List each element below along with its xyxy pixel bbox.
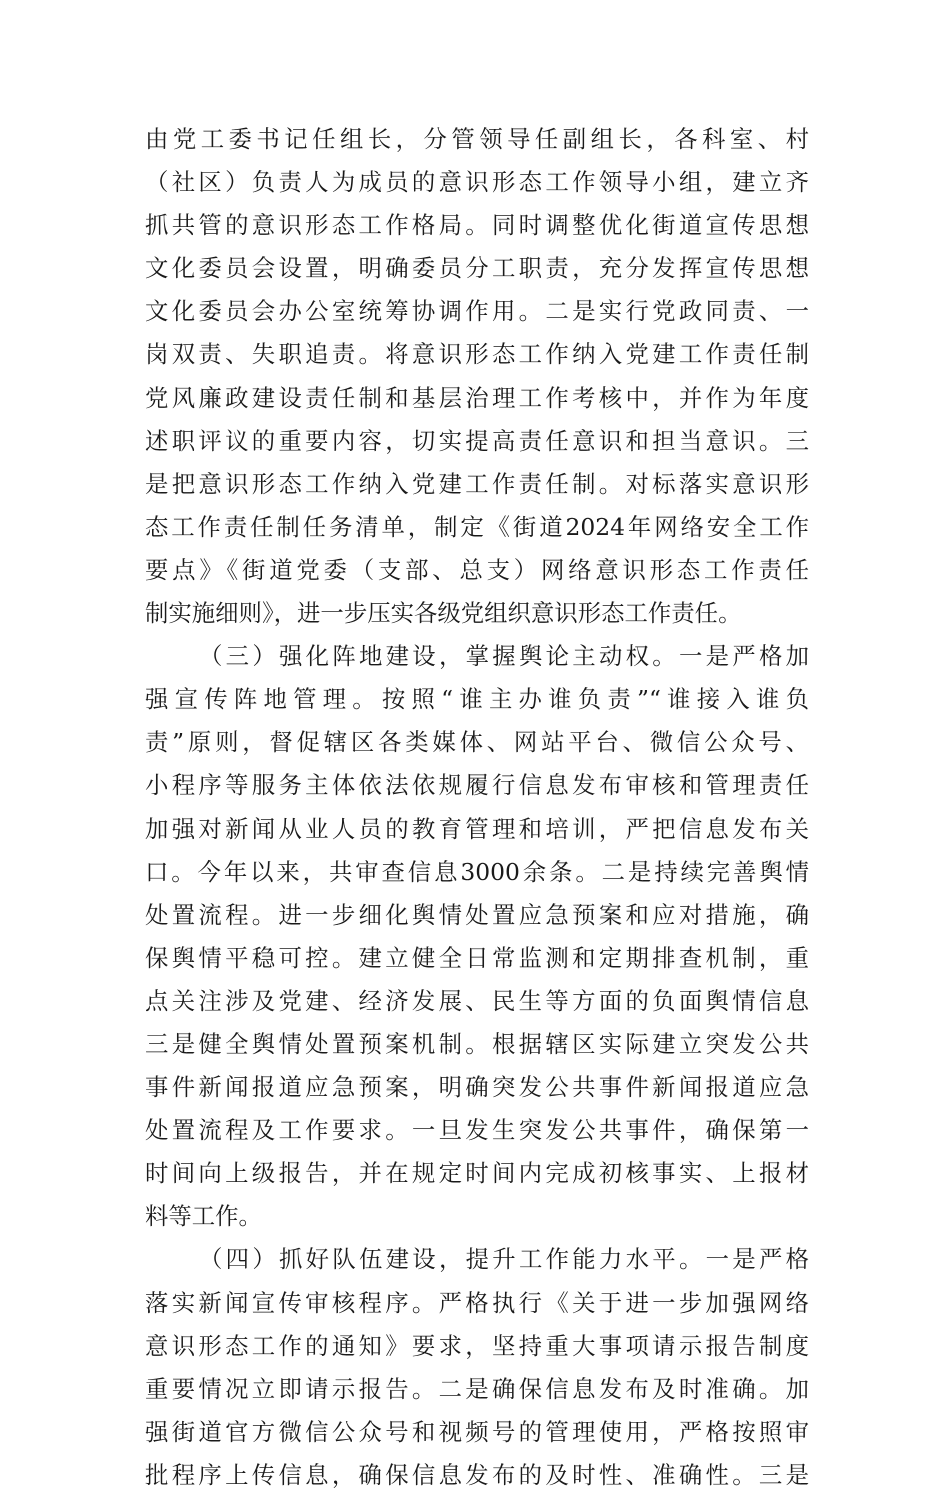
text-line: 强街道官方微信公众号和视频号的管理使用，严格按照审 <box>145 1417 809 1446</box>
text-line: （社区）负责人为成员的意识形态工作领导小组，建立齐 <box>145 168 809 197</box>
text-line: 党风廉政建设责任制和基层治理工作考核中，并作为年度 <box>145 383 809 412</box>
text-line: 三是健全舆情处置预案机制。根据辖区实际建立突发公共 <box>145 1029 809 1058</box>
text-line: 加强对新闻从业人员的教育管理和培训，严把信息发布关 <box>145 814 809 843</box>
text-line: 文化委员会设置，明确委员分工职责，充分发挥宣传思想 <box>145 254 809 283</box>
text-line: 抓共管的意识形态工作格局。同时调整优化街道宣传思想 <box>145 211 809 240</box>
text-line: 批程序上传信息，确保信息发布的及时性、准确性。三是 <box>145 1460 809 1489</box>
body-text <box>145 118 809 1497</box>
text-line: 小程序等服务主体依法依规履行信息发布审核和管理责任 <box>145 771 809 800</box>
section-heading-line: （三）强化阵地建设，掌握舆论主动权。一是严格加 <box>199 642 809 671</box>
text-line: 要点》《街道党委（支部、总支）网络意识形态工作责任 <box>145 555 809 584</box>
text-line: 意识形态工作的通知》要求，坚持重大事项请示报告制度 <box>145 1331 809 1360</box>
text-line: 态工作责任制任务清单，制定《街道2024年网络安全工作 <box>145 512 809 541</box>
text-line: 处置流程及工作要求。一旦发生突发公共事件，确保第一 <box>145 1116 809 1145</box>
text-line: 由党工委书记任组长，分管领导任副组长，各科室、村 <box>145 125 809 153</box>
section-heading-line: （四）抓好队伍建设，提升工作能力水平。一是严格 <box>199 1245 809 1274</box>
text-line: 文化委员会办公室统筹协调作用。二是实行党政同责、一 <box>145 297 809 326</box>
text-line: 责”原则，督促辖区各类媒体、网站平台、微信公众号、 <box>145 728 809 757</box>
text-line: 重要情况立即请示报告。二是确保信息发布及时准确。加 <box>145 1374 809 1403</box>
text-line: 保舆情平稳可控。建立健全日常监测和定期排查机制，重 <box>145 943 809 972</box>
text-line: 处置流程。进一步细化舆情处置应急预案和应对措施，确 <box>145 900 809 929</box>
text-line: 是把意识形态工作纳入党建工作责任制。对标落实意识形 <box>145 469 809 498</box>
text-line: 料等工作。 <box>145 1202 262 1231</box>
text-line: 事件新闻报道应急预案，明确突发公共事件新闻报道应急 <box>145 1073 809 1102</box>
text-line: 述职评议的重要内容，切实提高责任意识和担当意识。三 <box>145 426 809 455</box>
text-line: 点关注涉及党建、经济发展、民生等方面的负面舆情信息 <box>145 986 809 1015</box>
text-line: 落实新闻宣传审核程序。严格执行《关于进一步加强网络 <box>145 1288 809 1317</box>
text-line: 强宣传阵地管理。按照“谁主办谁负责”“谁接入谁负 <box>145 685 809 714</box>
text-line: 制实施细则》，进一步压实各级党组织意识形态工作责任。 <box>145 599 742 628</box>
text-line: 口。今年以来，共审查信息3000余条。二是持续完善舆情 <box>145 857 809 886</box>
text-line: 时间向上级报告，并在规定时间内完成初核事实、上报材 <box>145 1159 809 1188</box>
text-line: 岗双责、失职追责。将意识形态工作纳入党建工作责任制 <box>145 340 809 369</box>
